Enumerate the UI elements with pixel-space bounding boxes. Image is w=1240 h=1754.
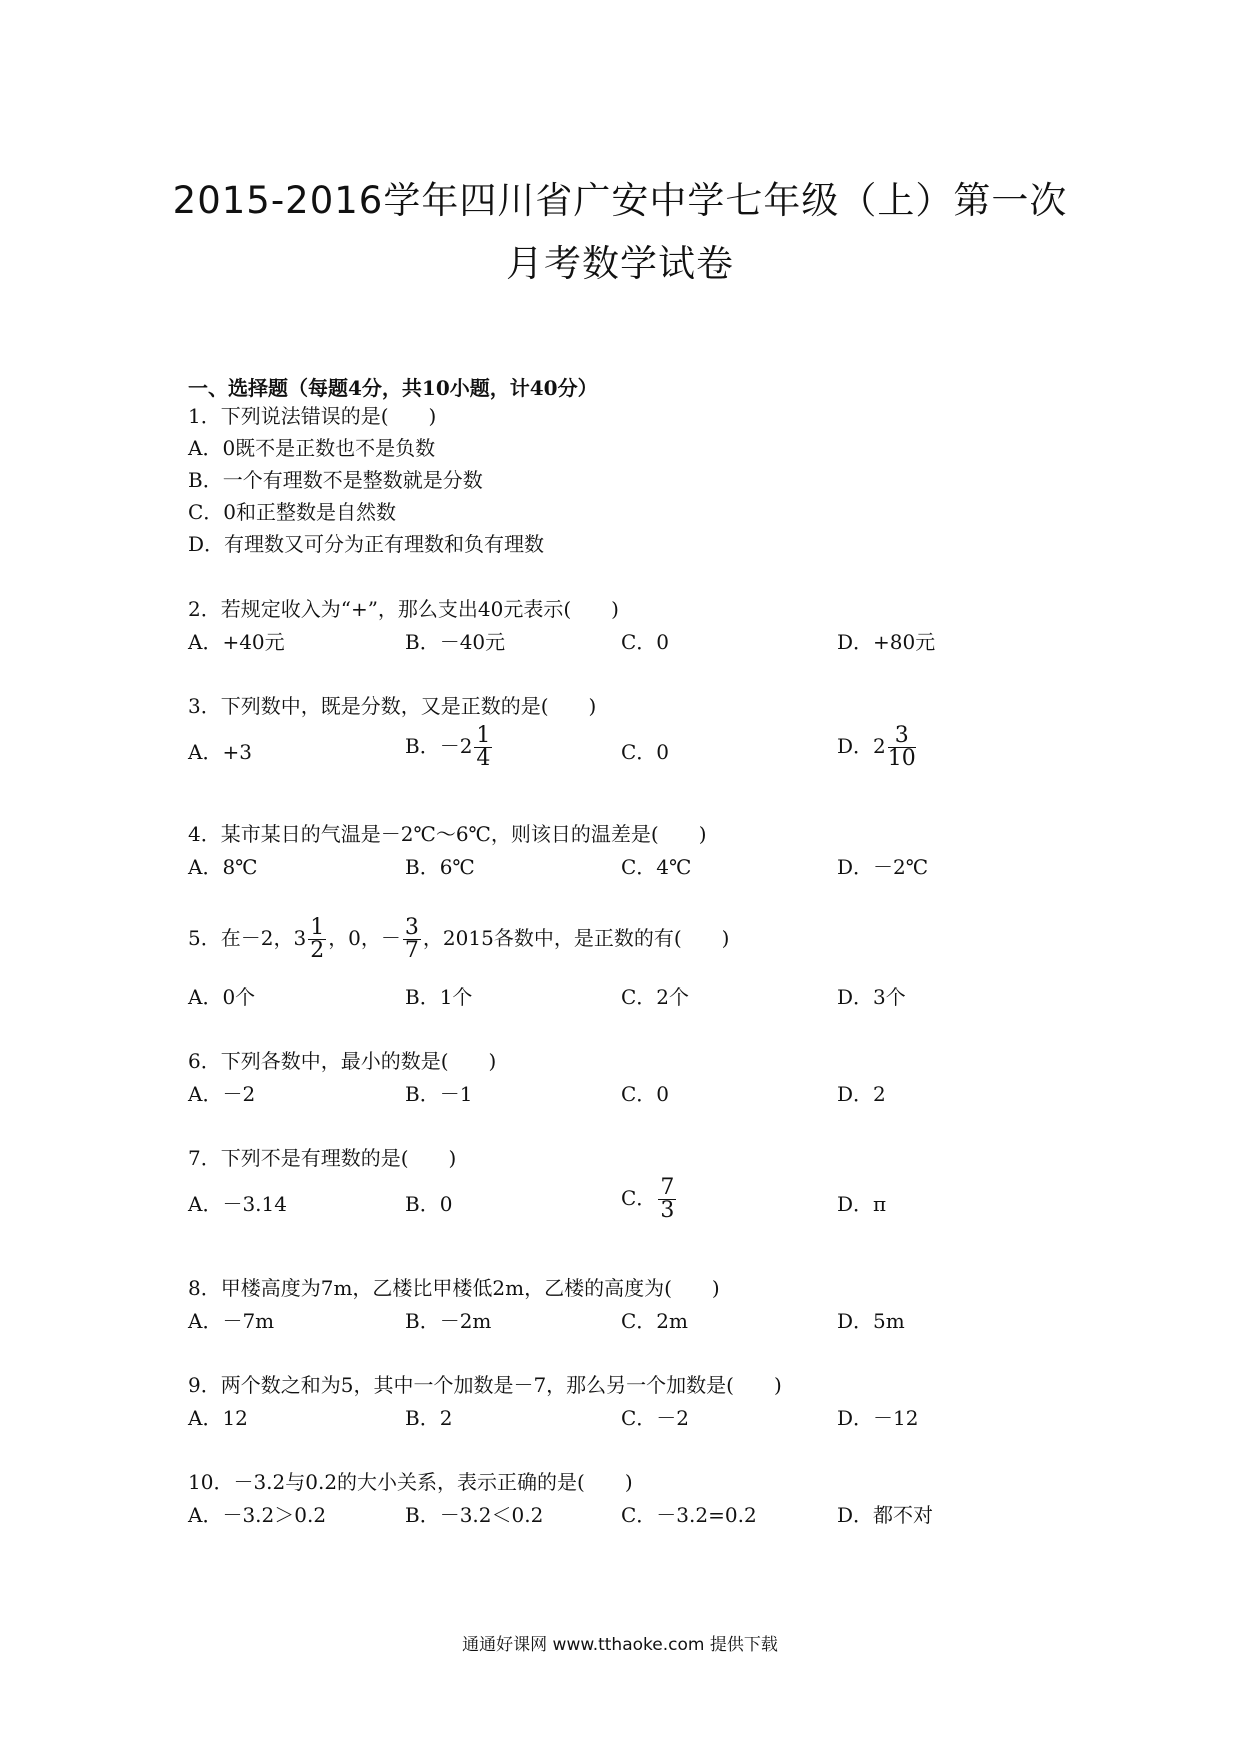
- section-heading: 一、选择题（每题4分，共10小题，计40分）: [188, 376, 598, 400]
- question-10-option-a: A．－3.2＞0.2: [188, 1503, 327, 1527]
- question-7-stem: 7．下列不是有理数的是( ): [188, 1146, 457, 1170]
- question-5-stem-part-3: ，2015各数中，是正数的有( ): [422, 926, 730, 950]
- question-1-option-a: A．0既不是正数也不是负数: [188, 436, 436, 460]
- question-5-stem-part-1: 5．在－2，3: [188, 926, 307, 950]
- question-8-option-b: B．－2m: [405, 1309, 492, 1333]
- question-6-option-a: A．－2: [188, 1082, 256, 1106]
- question-6-stem: 6．下列各数中，最小的数是( ): [188, 1049, 497, 1073]
- question-5-option-a: A．0个: [188, 985, 256, 1009]
- question-8-option-a: A．－7m: [188, 1309, 275, 1333]
- fraction-numerator: 1: [476, 723, 491, 748]
- fraction-denominator: 7: [404, 938, 419, 963]
- question-5-option-d: D．3个: [837, 985, 906, 1009]
- question-3-option-d-prefix: D．2: [837, 734, 886, 758]
- fraction-denominator: 2: [310, 938, 325, 963]
- question-7-option-b: B．0: [405, 1192, 453, 1216]
- question-10-option-b: B．－3.2＜0.2: [405, 1503, 544, 1527]
- question-7-option-c: [621, 1175, 678, 1223]
- question-1-option-b: B．一个有理数不是整数就是分数: [188, 468, 483, 492]
- question-5-option-c: C．2个: [621, 985, 690, 1009]
- question-7-option-d: D．π: [837, 1192, 887, 1216]
- question-9-option-b: B．2: [405, 1406, 453, 1430]
- fraction-denominator: 3: [660, 1198, 675, 1223]
- question-5-stem: [188, 915, 730, 963]
- fraction: [887, 723, 916, 771]
- fraction-numerator: 3: [404, 915, 419, 940]
- question-2-option-a: A．+40元: [188, 630, 285, 654]
- fraction-numerator: 3: [888, 726, 916, 748]
- fraction-denominator: 10: [887, 746, 916, 771]
- question-7-option-c-prefix: C．: [621, 1186, 657, 1210]
- fraction-numerator: 7: [660, 1175, 675, 1200]
- question-2-stem: 2．若规定收入为“+”，那么支出40元表示( ): [188, 597, 619, 621]
- question-1-option-c: C．0和正整数是自然数: [188, 500, 397, 524]
- question-4-stem: 4．某市某日的气温是－2℃～6℃，则该日的温差是( ): [188, 822, 707, 846]
- question-1-option-d: D．有理数又可分为正有理数和负有理数: [188, 532, 545, 556]
- fraction: [308, 915, 326, 963]
- question-10-option-c: C．－3.2=0.2: [621, 1503, 757, 1527]
- question-9-option-d: D．－12: [837, 1406, 919, 1430]
- fraction: [403, 915, 421, 963]
- question-4-option-d: D．－2℃: [837, 855, 929, 879]
- question-8-stem: 8．甲楼高度为7m，乙楼比甲楼低2m，乙楼的高度为( ): [188, 1276, 720, 1300]
- question-1-stem: 1．下列说法错误的是( ): [188, 404, 437, 428]
- page-title-line-1: 2015-2016学年四川省广安中学七年级（上）第一次: [172, 179, 1068, 222]
- question-9-option-a: A．12: [188, 1406, 248, 1430]
- question-3-option-b: [405, 723, 494, 771]
- footer-text: 通通好课网 www.tthaoke.com 提供下载: [462, 1635, 778, 1655]
- question-6-option-c: C．0: [621, 1082, 670, 1106]
- question-3-option-b-prefix: B．－2: [405, 734, 473, 758]
- question-7-option-a: A．－3.14: [188, 1192, 287, 1216]
- question-8-option-d: D．5m: [837, 1309, 905, 1333]
- question-3-stem: 3．下列数中，既是分数，又是正数的是( ): [188, 694, 597, 718]
- question-4-option-c: C．4℃: [621, 855, 692, 879]
- question-9-stem: 9．两个数之和为5，其中一个加数是－7，那么另一个加数是( ): [188, 1373, 782, 1397]
- question-3-option-a: A．+3: [188, 740, 252, 764]
- question-5-stem-part-2: ，0，－: [328, 926, 401, 950]
- question-3-option-c: C．0: [621, 740, 670, 764]
- fraction-denominator: 4: [476, 746, 491, 771]
- question-10-stem: 10．－3.2与0.2的大小关系，表示正确的是( ): [188, 1470, 633, 1494]
- question-4-option-a: A．8℃: [188, 855, 258, 879]
- question-2-option-c: C．0: [621, 630, 670, 654]
- question-8-option-c: C．2m: [621, 1309, 688, 1333]
- question-5-option-b: B．1个: [405, 985, 473, 1009]
- fraction: [658, 1175, 676, 1223]
- fraction-numerator: 1: [310, 915, 325, 940]
- question-4-option-b: B．6℃: [405, 855, 475, 879]
- question-9-option-c: C．－2: [621, 1406, 690, 1430]
- question-6-option-d: D．2: [837, 1082, 886, 1106]
- question-2-option-b: B．－40元: [405, 630, 506, 654]
- question-3-option-d: [837, 723, 918, 771]
- question-10-option-d: D．都不对: [837, 1503, 934, 1527]
- fraction: [474, 723, 492, 771]
- page-title-line-2: 月考数学试卷: [506, 242, 734, 285]
- question-2-option-d: D．+80元: [837, 630, 936, 654]
- question-6-option-b: B．－1: [405, 1082, 473, 1106]
